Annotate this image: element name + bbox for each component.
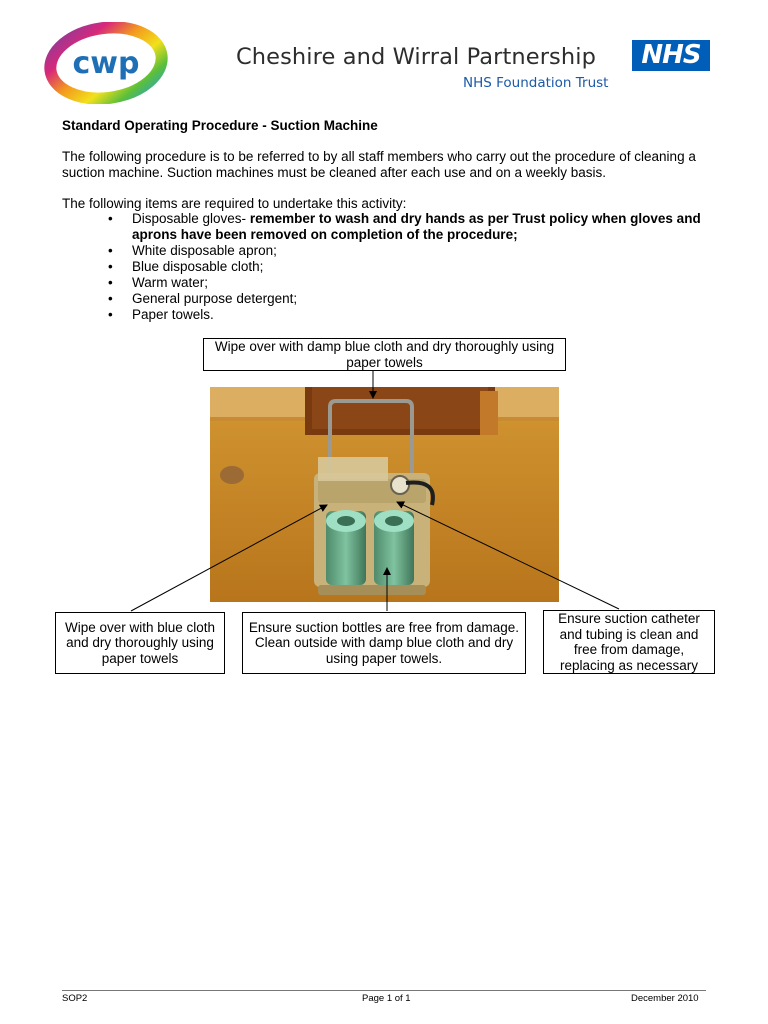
list-item: • Blue disposable cloth; [108,259,718,275]
list-item: • Paper towels. [108,307,718,323]
list-item: • Warm water; [108,275,718,291]
organisation-name: Cheshire and Wirral Partnership [236,44,596,70]
list-item: • General purpose detergent; [108,291,718,307]
required-items-list [108,211,718,323]
footer-doc-code: SOP2 [62,993,88,1004]
footer-divider [62,990,706,991]
list-item: • Disposable gloves- remember to wash and dry hands as per Trust policy when gloves and aprons have been removed on completion of the procedure; [108,211,718,243]
intro-paragraph: The following procedure is to be referred to by all staff members who carry out the procedure of cleaning a suction machine. Suction machines must be cleaned after each use and on a weekly basis. [62,149,696,180]
document-title: Standard Operating Procedure - Suction Machine [62,118,378,133]
callout-bottles: Ensure suction bottles are free from damage. Clean outside with damp blue cloth and dry using paper towels. [242,612,526,674]
trust-name: NHS Foundation Trust [463,75,609,91]
footer-date: December 2010 [631,993,699,1004]
callout-tubing: Ensure suction catheter and tubing is clean and free from damage, replacing as necessary [543,610,715,674]
items-intro: The following items are required to undertake this activity: [62,196,407,211]
callout-handle: Wipe over with damp blue cloth and dry thoroughly using paper towels [203,338,566,371]
callout-body: Wipe over with blue cloth and dry thoroughly using paper towels [55,612,225,674]
list-item: • White disposable apron; [108,243,718,259]
logo-text: cwp [72,46,140,81]
gloves-note: remember to wash and dry hands as per Trust policy when gloves and aprons have been removed on completion of the procedure; [132,211,701,242]
suction-machine-photo [210,387,559,602]
nhs-logo: NHS [632,40,710,71]
cwp-logo [44,22,168,104]
footer-page-number: Page 1 of 1 [362,993,411,1004]
